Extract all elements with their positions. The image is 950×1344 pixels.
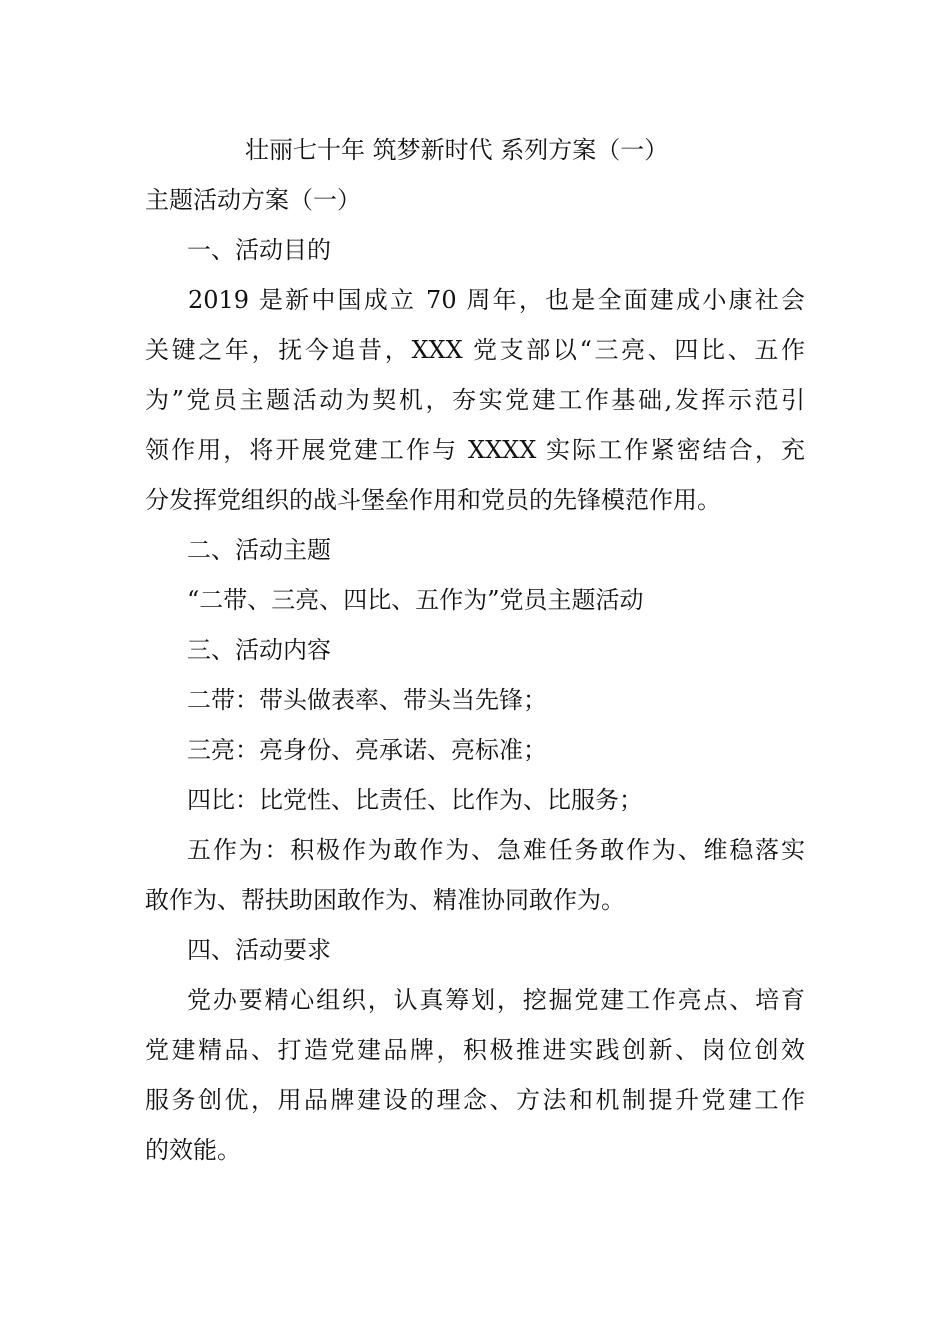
section-2-heading: 二、活动主题 (187, 536, 331, 564)
section-4-line-3: 服务创优，用品牌建设的理念、方法和机制提升党建工作 (145, 1086, 805, 1114)
section-4-line-1: 党办要精心组织，认真筹划，挖掘党建工作亮点、培育 (187, 986, 805, 1014)
section-3-item-1: 二带：带头做表率、带头当先锋； (187, 686, 547, 714)
section-1-heading: 一、活动目的 (187, 236, 331, 264)
section-1-line-5: 分发挥党组织的战斗堡垒作用和党员的先锋模范作用。 (145, 486, 721, 514)
document-title: 壮丽七十年 筑梦新时代 系列方案（一） (245, 136, 669, 164)
section-1-line-2: 关键之年，抚今追昔，XXX 党支部以“三亮、四比、五作 (145, 336, 805, 364)
section-3-item-4-line-1: 五作为：积极作为敢作为、急难任务敢作为、维稳落实 (187, 836, 805, 864)
document-subtitle: 主题活动方案（一） (145, 186, 361, 214)
section-3-item-4-line-2: 敢作为、帮扶助困敢作为、精准协同敢作为。 (145, 886, 625, 914)
section-3-item-2: 三亮：亮身份、亮承诺、亮标准； (187, 736, 547, 764)
section-1-line-3: 为”党员主题活动为契机，夯实党建工作基础,发挥示范引 (145, 386, 805, 414)
section-4-heading: 四、活动要求 (187, 936, 331, 964)
section-1-line-4: 领作用，将开展党建工作与 XXXX 实际工作紧密结合，充 (145, 436, 805, 464)
section-3-item-3: 四比：比党性、比责任、比作为、比服务； (187, 786, 643, 814)
section-3-heading: 三、活动内容 (187, 636, 331, 664)
section-1-line-1: 2019 是新中国成立 70 周年，也是全面建成小康社会 (188, 286, 805, 314)
section-4-line-4: 的效能。 (145, 1136, 241, 1164)
section-2-text: “二带、三亮、四比、五作为”党员主题活动 (187, 586, 644, 614)
section-4-line-2: 党建精品、打造党建品牌，积极推进实践创新、岗位创效 (145, 1036, 805, 1064)
